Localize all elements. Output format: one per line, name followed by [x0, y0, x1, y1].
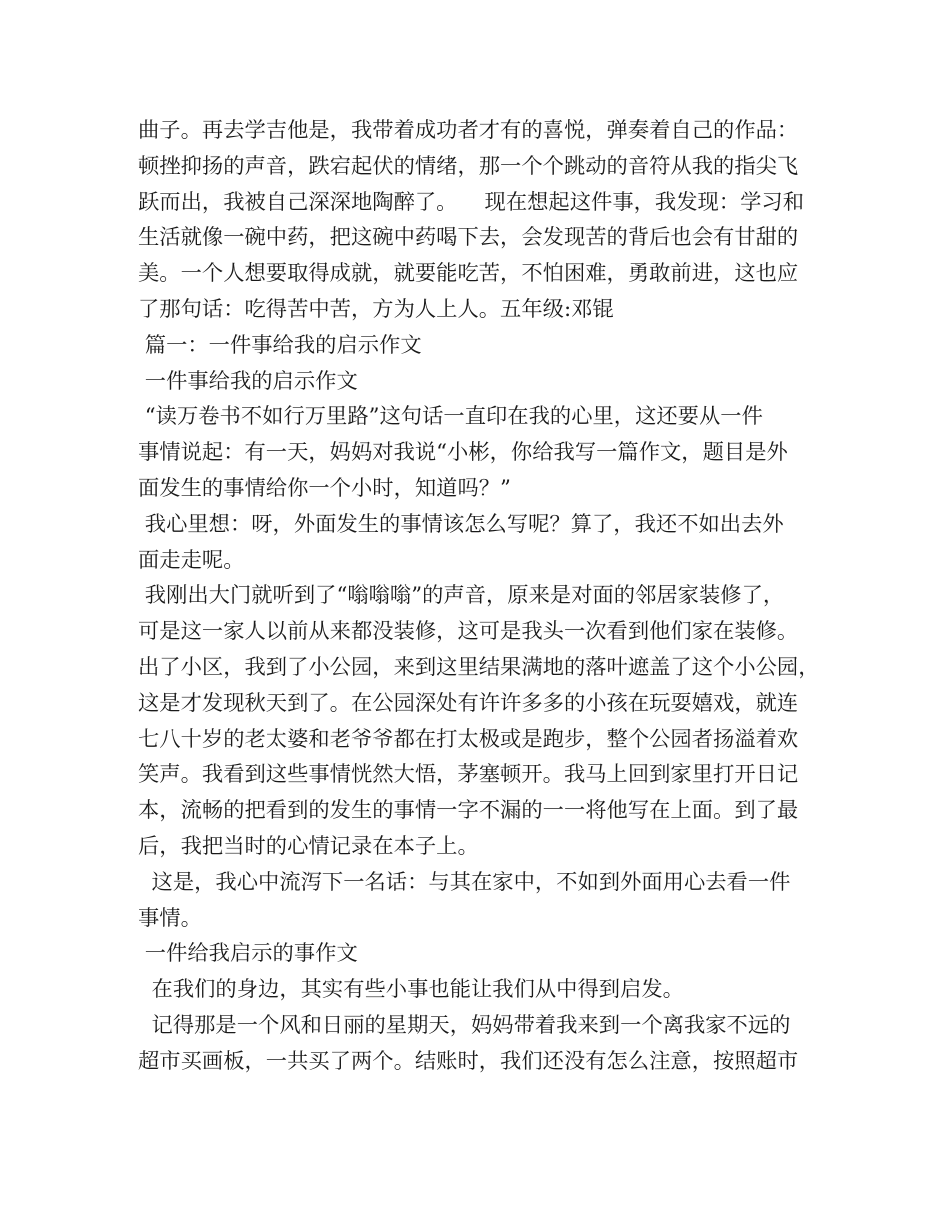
text-line: 七八十岁的老太婆和老爷爷都在打太极或是跑步，整个公园者扬溢着欢 [138, 726, 799, 752]
text-line: 事情说起：有一天，妈妈对我说“小彬，你给我写一篇作文，题目是外 [138, 440, 788, 466]
text-line: 曲子。再去学吉他是，我带着成功者才有的喜悦，弹奏着自己的作品： [138, 118, 799, 143]
text-line: 生活就像一碗中药，把这碗中药喝下去，会发现苦的背后也会有甘甜的 [138, 225, 799, 251]
text-line: 在我们的身边，其实有些小事也能让我们从中得到启发。 [138, 977, 684, 1003]
text-line: 顿挫抑扬的声音，跌宕起伏的情绪，那一个个跳动的音符从我的指尖飞 [138, 153, 799, 179]
text-line: 我心里想：呀，外面发生的事情该怎么写呢？算了，我还不如出去外 [138, 511, 784, 537]
text-line: 我刚出大门就听到了“嗡嗡嗡”的声音，原来是对面的邻居家装修了， [138, 583, 785, 609]
text-line: 本，流畅的把看到的发生的事情一字不漏的一一将他写在上面。到了最 [138, 798, 799, 824]
essay-title: 一件事给我的启示作文 [138, 368, 358, 394]
text-line: “读万卷书不如行万里路”这句话一直印在我的心里，这还要从一件 [138, 404, 763, 430]
text-line: 了那句话：吃得苦中苦，方为人上人。五年级:邓锟 [138, 296, 614, 322]
text-line: 跃而出，我被自己深深地陶醉了。 现在想起这件事，我发现：学习和 [138, 189, 804, 215]
section-heading: 篇一：一件事给我的启示作文 [138, 332, 422, 358]
text-line: 这是才发现秋天到了。在公园深处有许许多多的小孩在玩耍嬉戏，就连 [138, 690, 799, 716]
text-line: 超市买画板，一共买了两个。结账时，我们还没有怎么注意，按照超市 [138, 1048, 799, 1074]
text-line: 这是，我心中流泻下一名话：与其在家中，不如到外面用心去看一件 [138, 869, 791, 895]
text-line: 面发生的事情给你一个小时，知道吗？” [138, 475, 511, 501]
text-line: 记得那是一个风和日丽的星期天，妈妈带着我来到一个离我家不远的 [138, 1012, 791, 1038]
text-line: 事情。 [138, 905, 202, 931]
text-line: 笑声。我看到这些事情恍然大悟，茅塞顿开。我马上回到家里打开日记 [138, 762, 799, 788]
document-body [138, 113, 828, 1080]
essay-title: 一件给我启示的事作文 [138, 941, 358, 967]
text-line: 美。一个人想要取得成就，就要能吃苦，不怕困难，勇敢前进，这也应 [138, 261, 799, 287]
text-line: 后，我把当时的心情记录在本子上。 [138, 833, 479, 859]
text-line: 出了小区，我到了小公园，来到这里结果满地的落叶遮盖了这个小公园， [138, 654, 820, 680]
text-line: 面走走呢。 [138, 547, 245, 573]
text-line: 可是这一家人以前从来都没装修，这可是我头一次看到他们家在装修。 [138, 619, 799, 645]
